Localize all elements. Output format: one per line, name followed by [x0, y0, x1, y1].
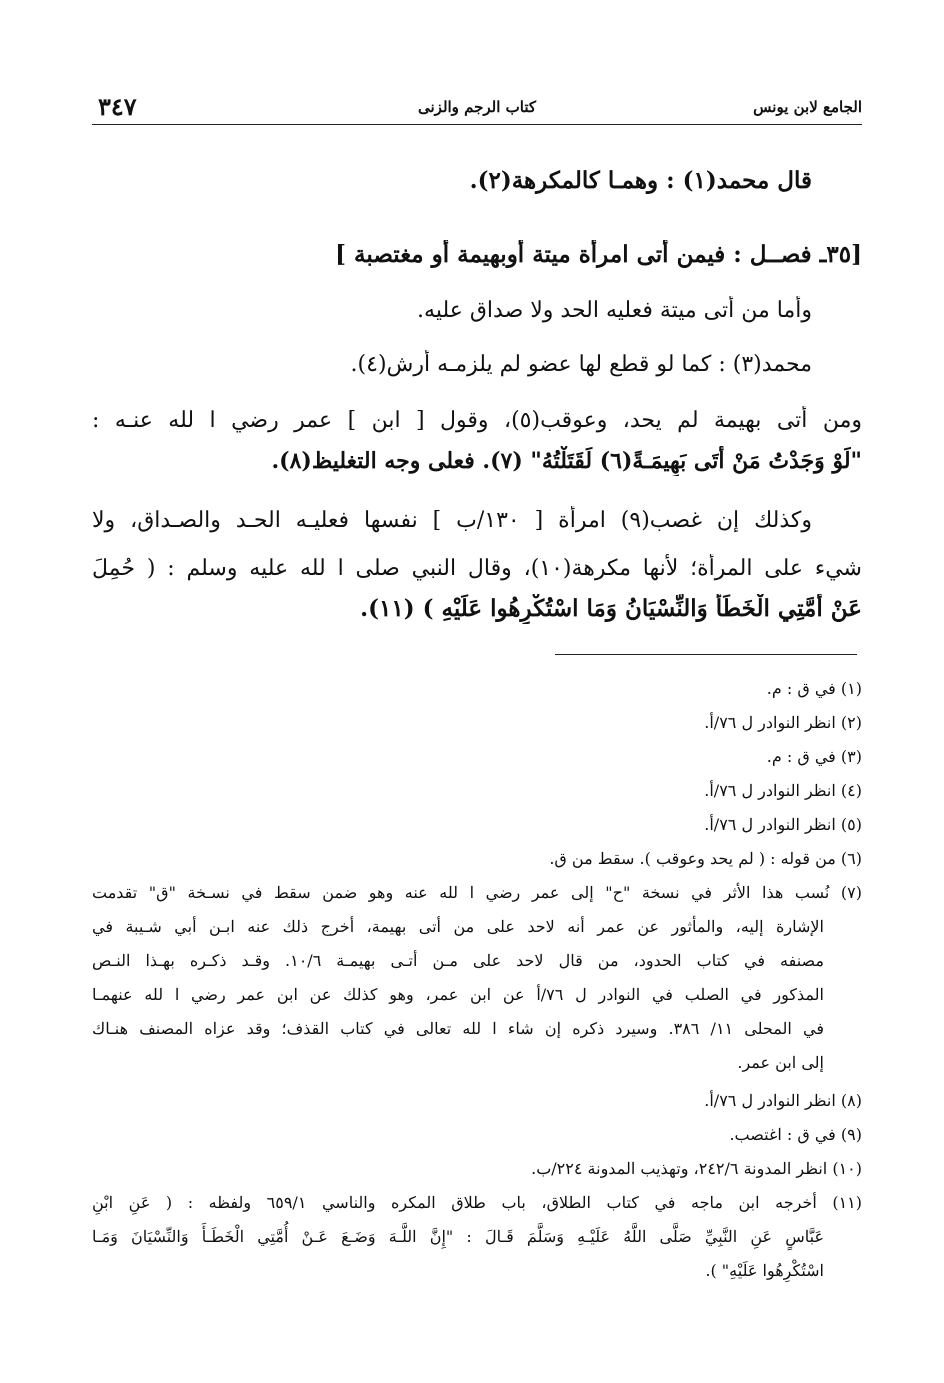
section-heading: [٣٥ـ فصــل : فيمن أتى امرأة ميتة أوبهيمة أو مغتصبة ]	[335, 241, 862, 268]
footnote-7-line-3: مصنفه في كتاب الحدود، من قال لاحد على مـن أتـى بهيمـة ١٠/٦. وقـد ذكـره بهـذا النـص	[92, 951, 825, 970]
footnote-11-line-2: عَبَّاسٍ عَنِ النَّبِيِّ صَلَّى اللَّهُ عَلَيْـهِ وَسَلَّمَ قَـالَ : "إِنَّ اللَّـهَ وَضَـعَ عَـنْ أُمَّتِي الْخَطَـأَ وَالنِّسْيَانَ وَمَـا	[92, 1227, 824, 1246]
text-line-5: ومن أتى بهيمة لم يحد، وعوقب(٥)، وقول [ ابن ] عمر رضي ا لله عنـه :	[92, 408, 862, 433]
footnote-7-line-2: الإشارة إليه، والمأثور عن عمر أنه لاحد على من أتى بهيمة، أخرج ذلك عنه ابـن أبي شـيبة في	[92, 917, 824, 936]
footnote-4: (٤) انظر النوادر ل ٧٦/أ.	[704, 781, 862, 800]
text-line-1: قال محمد(١) : وهمـا كالمكرهة(٢).	[469, 167, 812, 194]
footnote-rule	[555, 654, 857, 655]
footnote-7-line-4: المذكور في الصلب في النوادر ل ٧٦/أ عن ابن عمر، وهو كذلك عن ابن عمر رضي ا لله عنهمـا	[92, 985, 824, 1004]
text-line-8: شيء على المرأة؛ لأنها مكرهة(١٠)، وقال النبي صلى ا لله عليه وسلم : ( حُمِلَ	[92, 556, 862, 581]
text-line-3: وأما من أتى ميتة فعليه الحد ولا صداق عليه.	[417, 298, 812, 323]
footnote-8: (٨) انظر النوادر ل ٧٦/أ.	[704, 1091, 862, 1110]
footnote-11-line-3: اسْتُكْرِهُوا عَلَيْهِ" ).	[705, 1261, 824, 1280]
header-rule	[92, 124, 862, 125]
footnote-6: (٦) من قوله : ( لم يحد وعوقب ). سقط من ق.	[549, 849, 862, 868]
footnote-7-line-6: إلى ابن عمر.	[737, 1053, 824, 1072]
running-header	[92, 92, 862, 126]
footnote-1: (١) في ق : م.	[766, 679, 862, 698]
footnote-11-line-1: (١١) أخرجه ابن ماجه في كتاب الطلاق، باب طلاق المكره والناسي ٦٥٩/١ ولفظه : ( عَنِ ابْنِ	[92, 1193, 862, 1212]
footnote-7-line-5: في المحلى ١١/ ٣٨٦. وسيرد ذكره إن شاء ا لله تعالى في كتاب القذف؛ وقد عزاه المصنف هنـاك	[92, 1019, 824, 1038]
footnote-7-line-1: (٧) نُسب هذا الأثر في نسخة "ح" إلى عمر رضي ا لله عنه وهو ضمن سقط في نسـخة "ق" تقدمت	[92, 883, 862, 902]
header-chapter-title: كتاب الرجم والزنى	[417, 98, 536, 116]
footnote-10: (١٠) انظر المدونة ٢٤٢/٦، وتهذيب المدونة ٢٢٤/ب.	[531, 1159, 862, 1178]
hadith-line: عَنْ أُمَّتِي الْخَطَأُ وَالنِّسْيَانُ وَمَا اسْتُكْرِهُوا عَلَيْهِ ) (١١).	[360, 595, 862, 622]
text-line-4: محمد(٣) : كما لو قطع لها عضو لم يلزمـه أرش(٤).	[350, 352, 812, 377]
header-book-title: الجامع لابن يونس	[753, 98, 862, 116]
footnote-2: (٢) انظر النوادر ل ٧٦/أ.	[704, 713, 862, 732]
footnote-3: (٣) في ق : م.	[766, 747, 862, 766]
text-line-7: وكذلك إن غصب(٩) امرأة [ ١٣٠/ب ] نفسها فعليـه الحـد والصـداق، ولا	[92, 508, 812, 533]
footnote-9: (٩) في ق : اغتصب.	[729, 1125, 862, 1144]
text-line-6: "لَوْ وَجَدْتُ مَنْ أَتَى بَهِيمَـةً(٦) لَقَتَلْتُهُ" (٧). فعلى وجه التغليظ(٨).	[271, 448, 862, 474]
page-number: ٣٤٧	[98, 92, 137, 121]
footnote-5: (٥) انظر النوادر ل ٧٦/أ.	[704, 815, 862, 834]
